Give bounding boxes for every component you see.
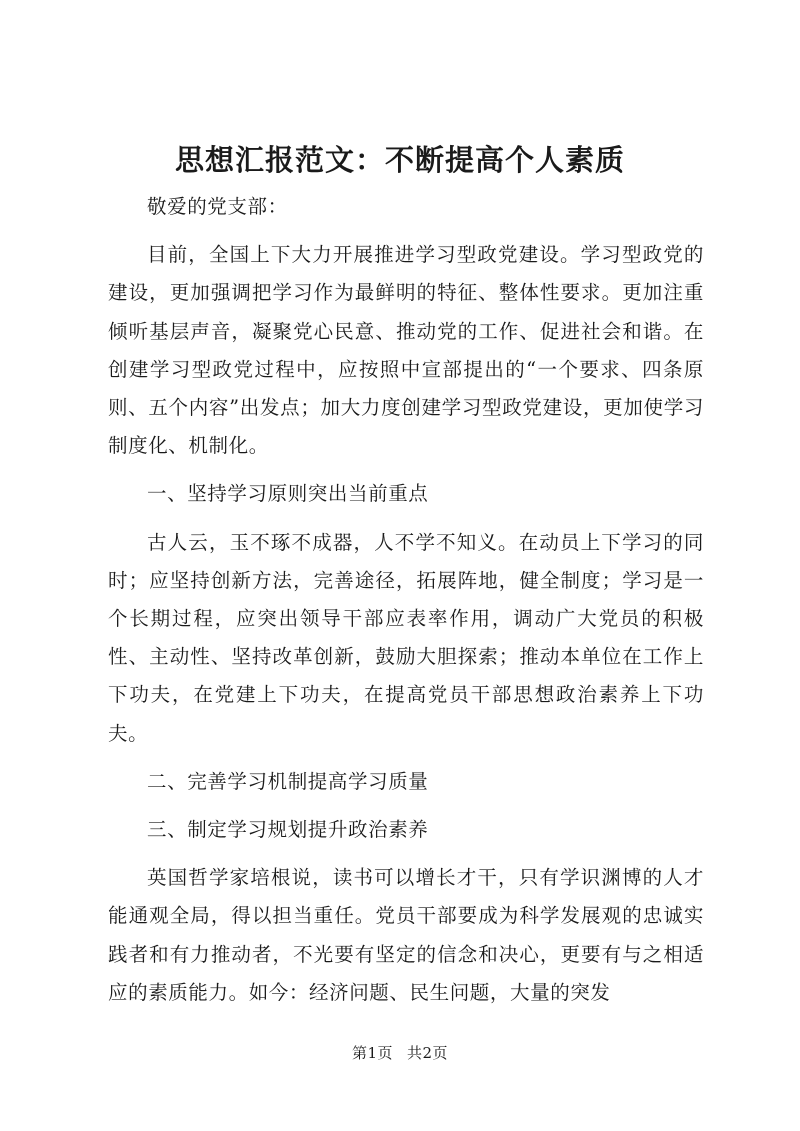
paragraph-section-1: 古人云，玉不琢不成器，人不学不知义。在动员上下学习的同时；应坚持创新方法，完善途径，拓展阵地，健全制度；学习是一个长期过程，应突出领导干部应表率作用，调动广大党员的积极性、主动性、坚持改革创新，鼓励大胆探索；推动本单位在工作上下功夫，在党建上下功夫，在提高党员干部思想政治素养上下功夫。 xyxy=(108,530,704,745)
section-heading-1: 一、坚持学习原则突出当前重点 xyxy=(147,482,429,506)
paragraph-intro: 目前，全国上下大力开展推进学习型政党建设。学习型政党的建设，更加强调把学习作为最鲜明的特征、整体性要求。更加注重倾听基层声音，凝聚党心民意、推动党的工作、促进社会和谐。在创建学习型政党过程中，应按照中宣部提出的“一个要求、四条原则、五个内容”出发点；加大力度创建学习型政党建设，更加使学习制度化、机制化。 xyxy=(108,243,704,458)
section-heading-3: 三、制定学习规划提升政治素养 xyxy=(147,818,429,842)
document-body xyxy=(108,188,704,1012)
paragraph-section-3: 英国哲学家培根说，读书可以增长才干，只有学识渊博的人才能通观全局，得以担当重任。党员干部要成为科学发展观的忠诚实践者和有力推动者，不光要有坚定的信念和决心，更要有与之相适应的素质能力。如今：经济问题、民生问题，大量的突发 xyxy=(108,866,704,1004)
document-title: 思想汇报范文：不断提高个人素质 xyxy=(174,143,625,177)
section-heading-2: 二、完善学习机制提高学习质量 xyxy=(147,769,429,793)
page-number: 第1页 xyxy=(351,1044,393,1062)
page-total: 共2页 xyxy=(407,1044,449,1062)
page-footer xyxy=(0,1043,800,1063)
salutation: 敬爱的党支部： xyxy=(147,195,288,218)
